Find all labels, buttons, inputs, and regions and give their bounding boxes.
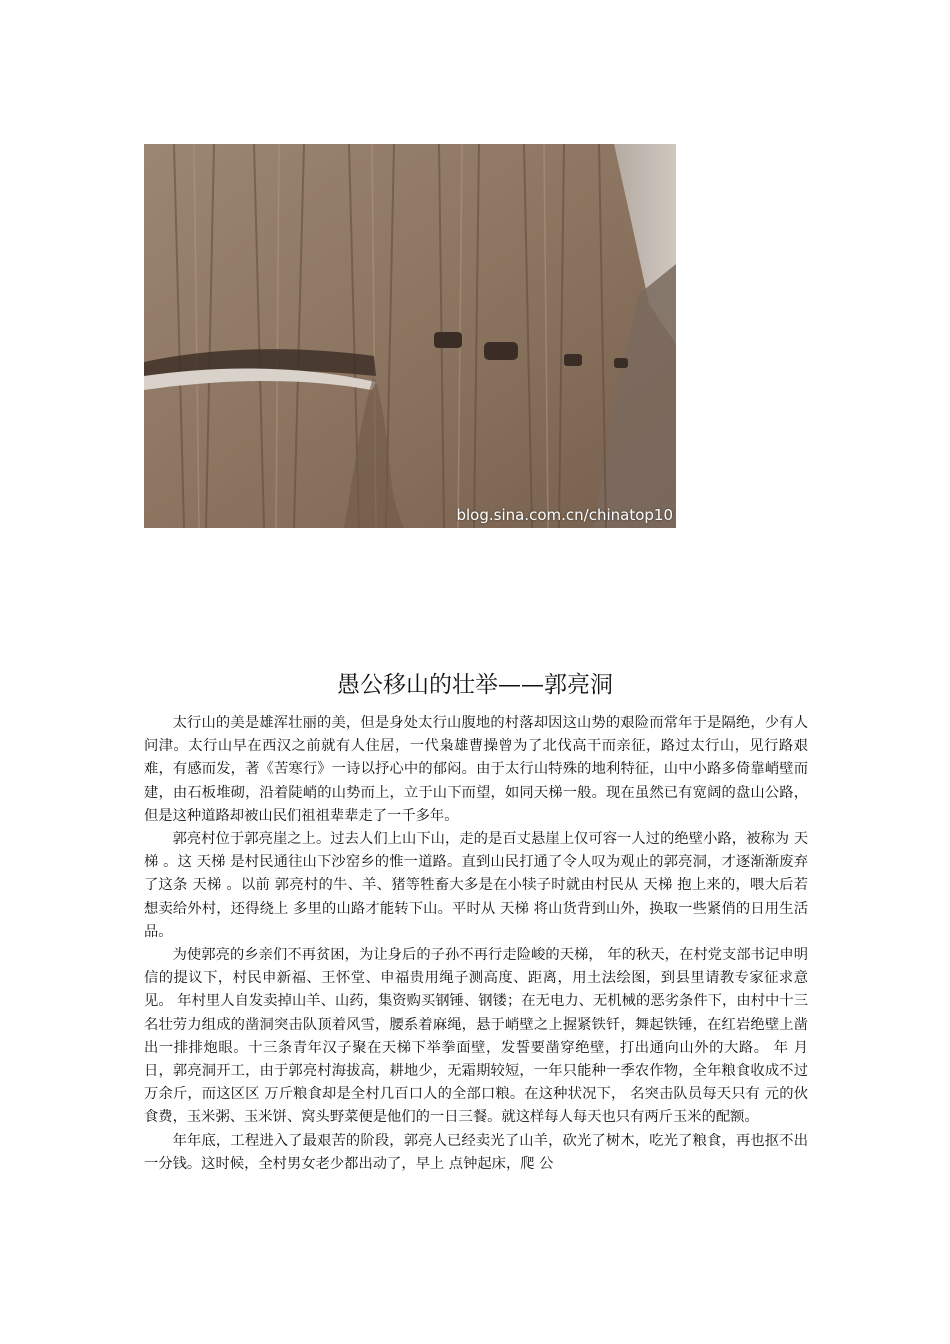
cliff-road-photo (144, 144, 676, 528)
paragraph: 年年底，工程进入了最艰苦的阶段，郭亮人已经卖光了山羊，砍光了树木，吃光了粮食，再也抠不出一分钱。这时候，全村男女老少都出动了，早上 点钟起床，爬 公 (144, 1132, 808, 1172)
photo-watermark: blog.sina.com.cn/chinatop10 (456, 506, 673, 524)
article-title: 愚公移山的壮举——郭亮洞 (337, 672, 613, 698)
article-body (144, 712, 808, 1176)
cliff-illustration (144, 144, 676, 528)
paragraph: 为使郭亮的乡亲们不再贫困，为让身后的子孙不再行走险峻的天梯， 年的秋天，在村党支部书记申明信的提议下，村民申新福、王怀堂、申福贵用绳子测高度、距离，用土法绘图，到县里请教专家征求意见。 年村里人自发卖掉山羊、山药，集资购买钢锤、钢镂；在无电力、无机械的恶劣条件下，由村中十三名壮劳力组成的凿洞突击队顶着风雪，腰系着麻绳，悬于峭壁之上握紧铁钎，舞起铁锤，在红岩绝壁上凿出一排排炮眼。十三条青年汉子聚在天梯下举拳面壁，发誓要凿穿绝壁，打出通向山外的大路。 年 月 日，郭亮洞开工，由于郭亮村海拔高，耕地少，无霜期较短，一年只能种一季农作物，全年粮食收成不过 万余斤，而这区区 万斤粮食却是全村几百口人的全部口粮。在这种状况下， 名突击队员每天只有 元的伙食费，玉米粥、玉米饼、窝头野菜便是他们的一日三餐。就这样每人每天也只有两斤玉米的配额。 (144, 947, 808, 1126)
paragraph: 郭亮村位于郭亮崖之上。过去人们上山下山，走的是百丈悬崖上仅可容一人过的绝壁小路，被称为 天梯 。这 天梯 是村民通往山下沙窑乡的惟一道路。直到山民打通了令人叹为观止的郭亮洞，才逐渐渐废弃了这条 天梯 。以前 郭亮村的牛、羊、猪等牲畜大多是在小犊子时就由村民从 天梯 抱上来的，喂大后若想卖给外村，还得绕上 多里的山路才能转下山。平时从 天梯 将山货背到山外，换取一些紧俏的日用生活品。 (144, 831, 808, 940)
paragraph: 太行山的美是雄浑壮丽的美，但是身处太行山腹地的村落却因这山势的艰险而常年于是隔绝，少有人问津。太行山早在西汉之前就有人住居，一代枭雄曹操曾为了北伐高干而亲征，路过太行山，见行路艰难，有感而发，著《苦寒行》一诗以抒心中的郁闷。由于太行山特殊的地利特征，山中小路多倚靠峭壁而建，由石板堆砌，沿着陡峭的山势而上，立于山下而望，如同天梯一般。现在虽然已有宽阔的盘山公路，但是这种道路却被山民们祖祖辈辈走了一千多年。 (144, 715, 808, 824)
